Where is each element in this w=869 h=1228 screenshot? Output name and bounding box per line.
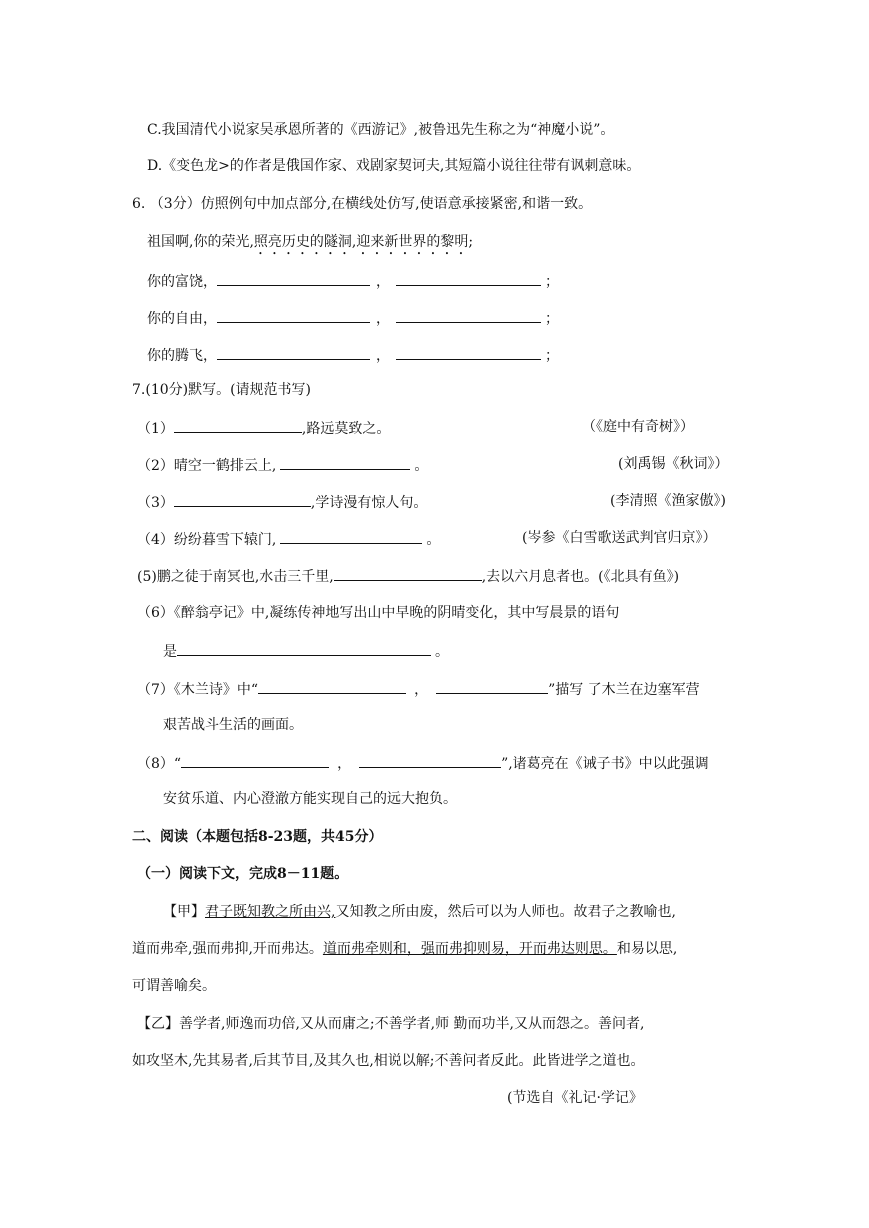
item-end: 。 <box>435 644 449 660</box>
answer-blank[interactable] <box>217 308 370 323</box>
q7-item-5 <box>137 566 679 586</box>
q7-item-8-line-2: 安贫乐道、内心澄澈方能实现自己的远大抱负。 <box>163 791 457 807</box>
item-end: 。 <box>414 458 429 474</box>
item-number: （3） <box>137 495 174 511</box>
q6-example <box>147 233 473 258</box>
passage-text: 道而弗牵,强而弗抑,开而弗达。 <box>132 941 323 957</box>
underlined-sentence: 君子既知教之所由兴, <box>205 904 336 920</box>
answer-blank[interactable] <box>217 271 370 286</box>
item-end: 。 <box>426 532 441 548</box>
q6-line-end: ； <box>545 311 559 327</box>
passage-jia-line-1 <box>163 903 676 921</box>
answer-blank[interactable] <box>359 753 501 768</box>
q6-example-dotted: 照亮历史的隧洞,迎来新世界的黎明 <box>253 234 469 250</box>
q7-item-7 <box>137 679 700 699</box>
answer-blank[interactable] <box>334 566 482 581</box>
option-d: D.《变色龙>的作者是俄国作家、戏剧家契诃夫,其短篇小说往往带有讽刺意味。 <box>147 158 641 174</box>
section-heading: 二、阅读（本题包括8-23题，共45分） <box>132 829 383 845</box>
answer-blank[interactable] <box>177 641 431 656</box>
option-c: C.我国清代小说家吴承恩所著的《西游记》,被鲁迅先生称之为“神魔小说”。 <box>147 122 615 138</box>
item-text: ,学诗漫有惊人句。 <box>310 495 428 511</box>
item-text: (5)鹏之徒于南冥也,水击三千里, <box>137 569 334 585</box>
answer-blank[interactable] <box>174 492 311 507</box>
answer-blank[interactable] <box>396 308 541 323</box>
item-sep: ， <box>414 682 429 698</box>
q6-example-a: 祖国啊,你的荣光, <box>147 234 254 250</box>
answer-blank[interactable] <box>174 418 302 433</box>
q6-line-sep: ， <box>376 348 390 364</box>
passage-text: 和易以思, <box>616 941 678 957</box>
answer-blank[interactable] <box>258 679 406 694</box>
q7-item-4-source: (岑参《白雪歌送武判官归京》） <box>522 530 717 546</box>
item-text: ”,诸葛亮在《诫子书》中以此强调 <box>501 756 709 772</box>
item-number: （1） <box>137 421 174 437</box>
passage-tag: 【甲】 <box>163 904 205 920</box>
item-text: 纷纷暮雪下辕门, <box>173 532 277 548</box>
answer-blank[interactable] <box>396 345 541 360</box>
q7-item-6: （6）《醉翁亭记》中,凝练传神地写出山中早晚的阴晴变化，其中写晨景的语句 <box>137 605 620 621</box>
item-text: ,路远莫致之。 <box>301 421 391 437</box>
answer-blank[interactable] <box>181 753 329 768</box>
q7-item-1 <box>137 418 390 438</box>
subsection-heading: （一）阅读下文，完成8－11题。 <box>137 866 349 882</box>
q6-line-1 <box>147 271 559 291</box>
q7-item-2 <box>137 455 428 475</box>
passage-source: (节选自《礼记·学记》 <box>507 1090 643 1106</box>
passage-text: 善学者,师逸而功倍,又从而庸之;不善学者,师 勤而功半,又从而怨之。善问者, <box>179 1016 645 1032</box>
q7-item-3 <box>137 492 427 512</box>
item-text: ,去以六月息者也。(《北具有鱼》) <box>481 569 680 585</box>
underlined-sentence: 道而弗牵则和，强而弗抑则易，开而弗达则思。 <box>322 941 617 957</box>
q6-line-lead: 你的自由， <box>147 311 217 327</box>
passage-text: 又知教之所由废，然后可以为人师也。故君子之教喻也, <box>335 904 676 920</box>
item-text: （7）《木兰诗》中“ <box>137 682 259 698</box>
answer-blank[interactable] <box>436 679 548 694</box>
q7-item-6-line-2 <box>163 641 449 661</box>
q7-item-2-source: (刘禹锡《秋词》） <box>618 456 729 472</box>
q7-title: 7.(10分)默写。(请规范书写) <box>132 382 312 398</box>
q6-example-end: ; <box>468 234 474 250</box>
item-text: 是 <box>163 644 177 660</box>
q6-line-end: ； <box>545 348 559 364</box>
item-number: （2） <box>137 458 174 474</box>
item-text: 晴空一鹤排云上, <box>173 458 277 474</box>
q6-line-sep: ， <box>376 274 390 290</box>
q6-line-sep: ， <box>376 311 390 327</box>
item-number: （4） <box>137 532 174 548</box>
passage-jia-line-3: 可谓善喻矣。 <box>132 978 216 994</box>
answer-blank[interactable] <box>280 529 422 544</box>
q6-line-2 <box>147 308 559 328</box>
q7-item-4 <box>137 529 440 549</box>
q6-line-lead: 你的腾飞， <box>147 348 217 364</box>
answer-blank[interactable] <box>280 455 410 470</box>
q7-item-7-line-2: 艰苦战斗生活的画面。 <box>163 717 303 733</box>
passage-yi-line-1 <box>137 1015 644 1033</box>
q7-item-8 <box>137 753 709 773</box>
item-text: ”描写 了木兰在边塞军营 <box>548 682 700 698</box>
q6-line-end: ； <box>545 274 559 290</box>
answer-blank[interactable] <box>217 345 370 360</box>
q6-line-3 <box>147 345 559 365</box>
q7-item-3-source: (李清照《渔家傲》) <box>610 493 726 509</box>
item-text: （8）“ <box>137 756 182 772</box>
passage-yi-line-2: 如攻坚木,先其易者,后其节目,及其久也,相说以解;不善问者反此。此皆进学之道也。 <box>132 1053 645 1069</box>
passage-jia-line-2 <box>132 940 677 958</box>
q6-title: 6. （3分）仿照例句中加点部分,在横线处仿写,使语意承接紧密,和谐一致。 <box>132 196 593 212</box>
item-sep: ， <box>337 756 352 772</box>
q6-line-lead: 你的富饶， <box>147 274 217 290</box>
answer-blank[interactable] <box>396 271 541 286</box>
passage-tag: 【乙】 <box>137 1016 179 1032</box>
q7-item-1-source: （《庭中有奇树》） <box>582 419 694 435</box>
